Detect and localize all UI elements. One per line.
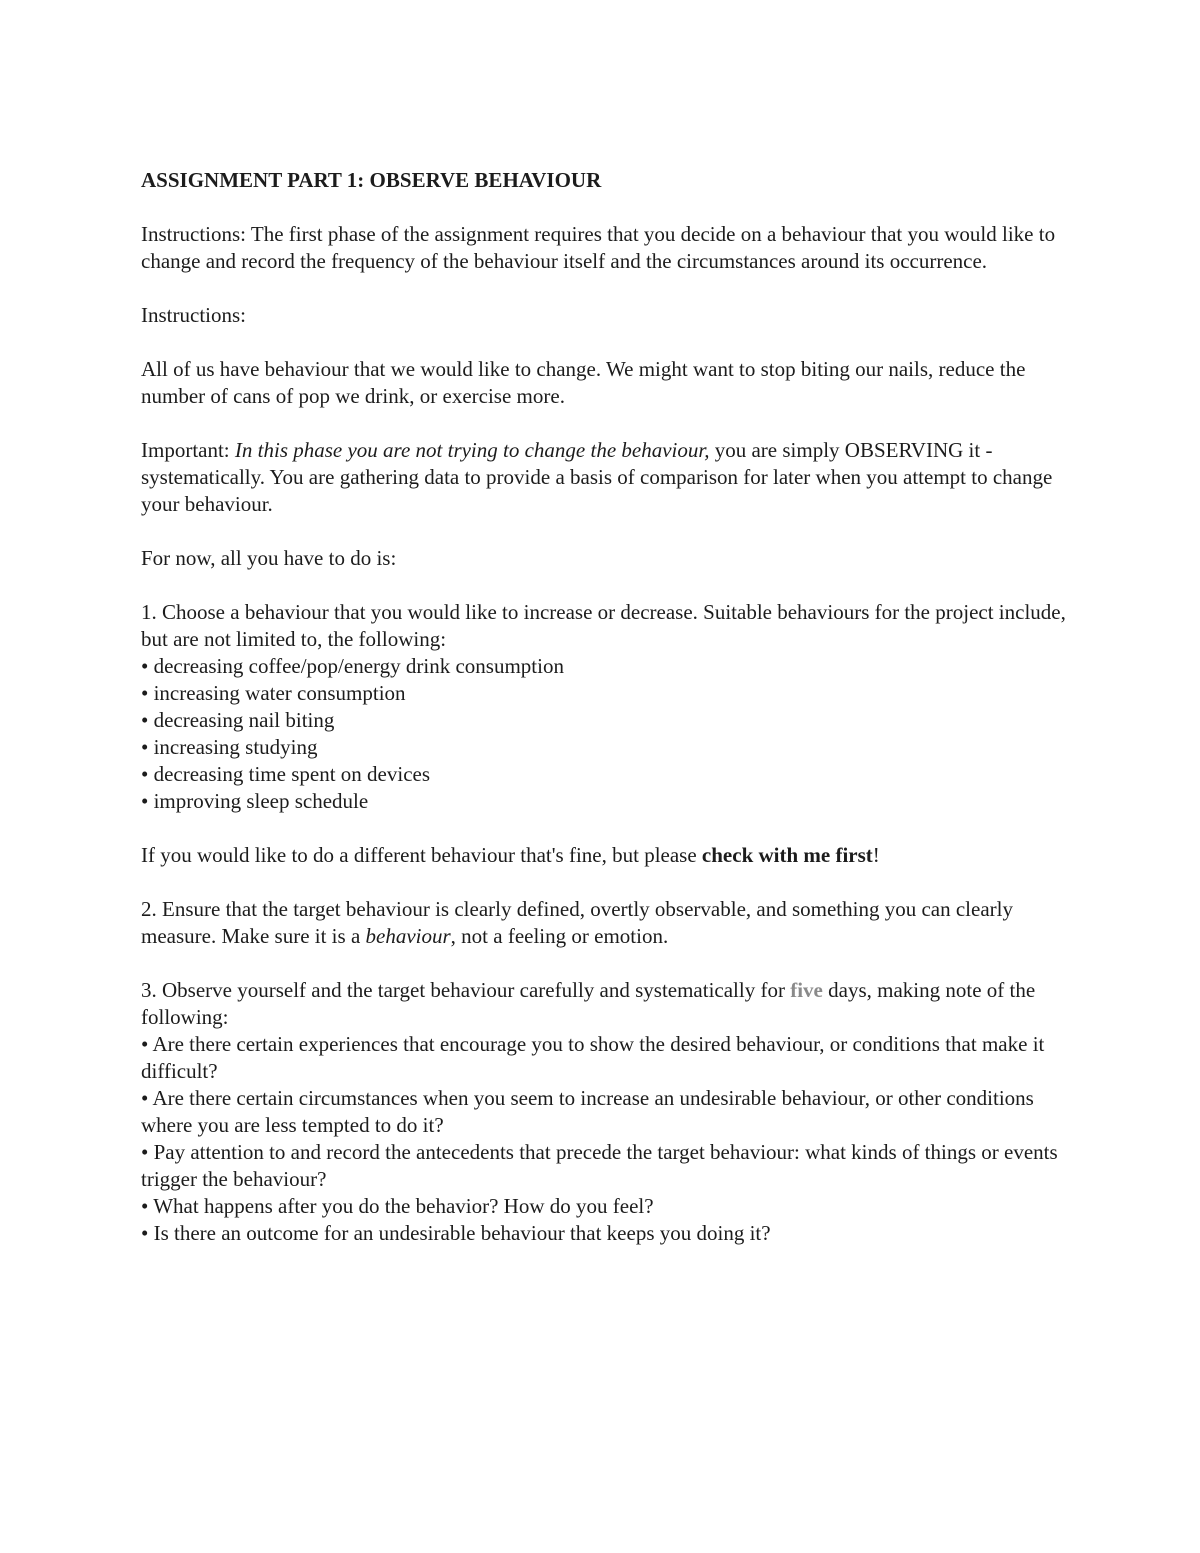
observation-questions-list xyxy=(141,1031,1071,1247)
list-item: • decreasing coffee/pop/energy drink consumption xyxy=(141,654,564,678)
step-2-before: 2. Ensure that the target behaviour is clearly defined, overtly observable, and something you can clearly measure. Make sure it is a xyxy=(141,897,1013,948)
important-italic: In this phase you are not trying to change the behaviour, xyxy=(234,438,710,462)
different-after: ! xyxy=(872,843,880,867)
document-title: ASSIGNMENT PART 1: OBSERVE BEHAVIOUR xyxy=(141,168,602,192)
different-behaviour-paragraph xyxy=(141,842,1071,869)
list-item: • Are there certain experiences that encourage you to show the desired behaviour, or conditions that make it difficult? xyxy=(141,1032,1045,1083)
list-item: • Is there an outcome for an undesirable behaviour that keeps you doing it? xyxy=(141,1221,771,1245)
step-1: 1. Choose a behaviour that you would like to increase or decrease. Suitable behaviours for the project include, but are not limited to, the following: xyxy=(141,600,1066,651)
list-item: • decreasing time spent on devices xyxy=(141,762,431,786)
list-item: • Pay attention to and record the antecedents that precede the target behaviour: what kinds of things or events trigger the behaviour? xyxy=(141,1140,1058,1191)
important-paragraph xyxy=(141,437,1071,518)
list-item: • What happens after you do the behavior? How do you feel? xyxy=(141,1194,654,1218)
list-item: • increasing studying xyxy=(141,735,318,759)
check-with-me-first: check with me first xyxy=(701,843,873,867)
list-item: • decreasing nail biting xyxy=(141,708,335,732)
important-label: Important: xyxy=(141,438,235,462)
paragraph-all-of-us: All of us have behaviour that we would like to change. We might want to stop biting our nails, reduce the number of cans of pop we drink, or exercise more. xyxy=(141,357,1026,408)
intro-paragraph: Instructions: The first phase of the assignment requires that you decide on a behaviour that you would like to change and record the frequency of the behaviour itself and the circumstances around its occurrence. xyxy=(141,222,1056,273)
list-item: • increasing water consumption xyxy=(141,681,406,705)
suitable-behaviours-list xyxy=(141,653,1071,815)
step-3-before: 3. Observe yourself and the target behaviour carefully and systematically for xyxy=(141,978,791,1002)
list-item: • Are there certain circumstances when you seem to increase an undesirable behaviour, or other conditions where you are less tempted to do it? xyxy=(141,1086,1034,1137)
for-now-paragraph: For now, all you have to do is: xyxy=(141,546,397,570)
step-3-highlight: five xyxy=(790,978,823,1002)
step-2 xyxy=(141,896,1071,950)
step-3 xyxy=(141,977,1071,1031)
step-2-after: , not a feeling or emotion. xyxy=(450,924,669,948)
step-3-after: days, making note of the following: xyxy=(141,978,1036,1029)
important-rest: you are simply OBSERVING it - systematically. You are gathering data to provide a basis of comparison for later when you attempt to change your behaviour. xyxy=(141,438,1053,516)
step-2-italic: behaviour xyxy=(365,924,451,948)
document-page xyxy=(141,167,1071,1247)
list-item: • improving sleep schedule xyxy=(141,789,369,813)
instructions-heading: Instructions: xyxy=(141,303,246,327)
different-before: If you would like to do a different behaviour that's fine, but please xyxy=(141,843,702,867)
